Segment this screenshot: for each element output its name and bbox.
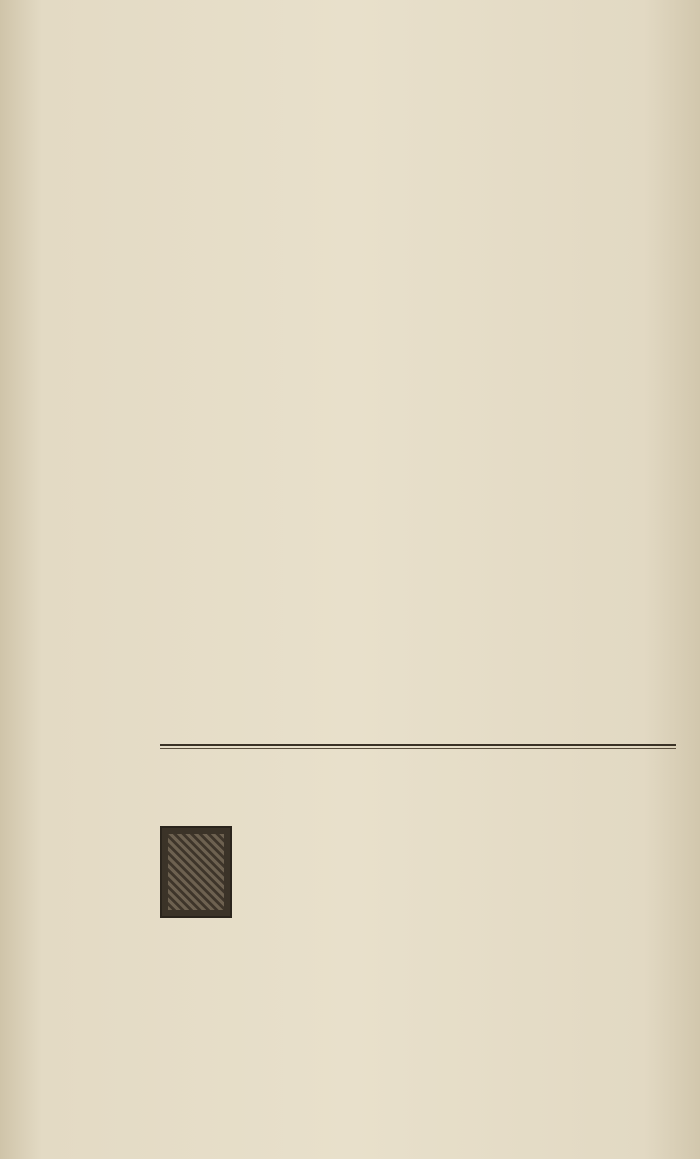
decorated-initial	[160, 826, 232, 918]
section-divider	[160, 744, 676, 746]
chapter-text	[160, 826, 676, 922]
